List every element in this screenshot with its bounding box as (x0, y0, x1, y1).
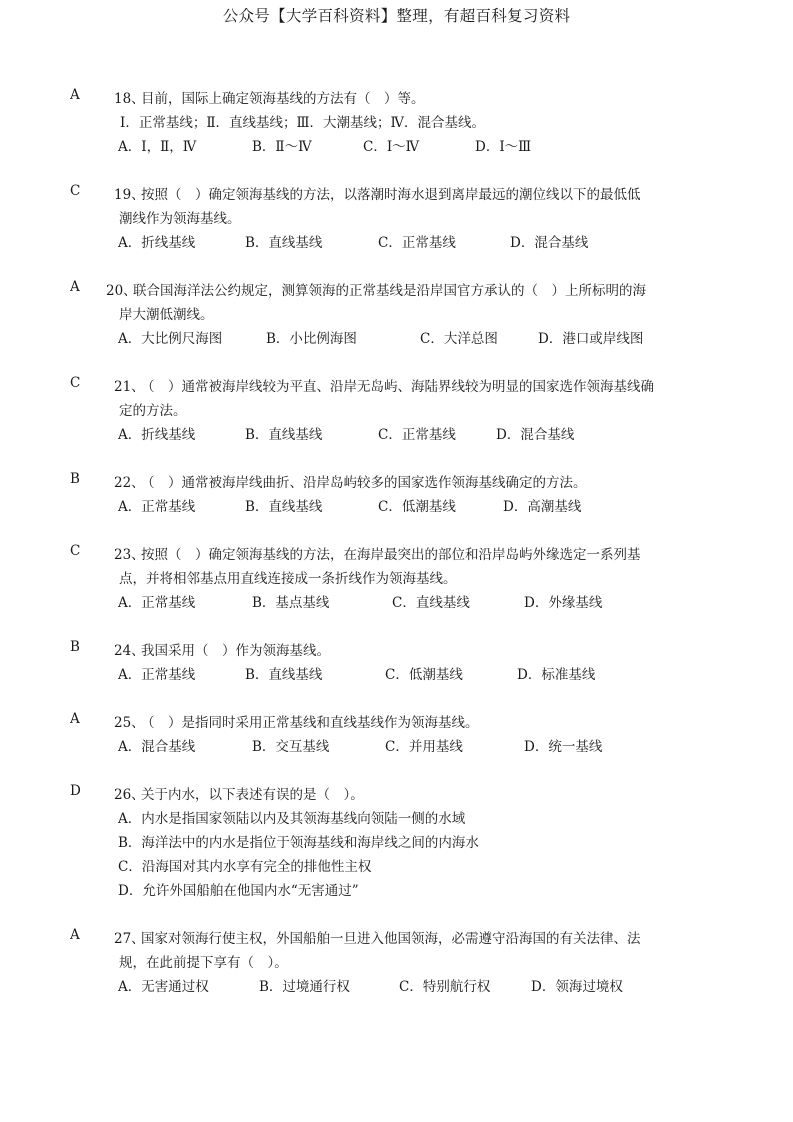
answer-key: A (70, 87, 80, 103)
stem-line: （ ）是指同时采用正常基线和直线基线作为领海基线。 (141, 715, 479, 731)
answer-key: B (70, 471, 80, 487)
option-c: C．并用基线 (385, 739, 463, 755)
option-a: A．折线基线 (118, 235, 196, 251)
option-d: D．统一基线 (524, 739, 603, 755)
stem-line: 目前，国际上确定领海基线的方法有（ ）等。 (141, 91, 425, 107)
question-number: 19、 (114, 187, 145, 203)
option-d: D．高潮基线 (503, 499, 582, 515)
answer-key: A (70, 927, 80, 943)
stem-line: 定的方法。 (119, 403, 187, 419)
option-d: D．领海过境权 (531, 979, 623, 995)
stem-line: 关于内水，以下表述有误的是（ ）。 (141, 787, 364, 803)
question-number: 26、 (114, 787, 145, 803)
option-c: C．直线基线 (392, 595, 470, 611)
option-b: B．过境通行权 (259, 979, 350, 995)
option-d: D．混合基线 (510, 235, 589, 251)
option-c: C．正常基线 (378, 427, 456, 443)
question-number: 23、 (114, 547, 145, 563)
option-a: A．无害通过权 (118, 979, 209, 995)
answer-key: C (70, 543, 81, 559)
question-note: Ⅰ．正常基线；Ⅱ．直线基线；Ⅲ．大潮基线；Ⅳ．混合基线。 (120, 115, 486, 131)
option-a: A．大比例尺海图 (118, 331, 223, 347)
stem-line: 按照（ ）确定领海基线的方法，在海岸最突出的部位和沿岸岛屿外缘选定一系列基 (141, 547, 641, 563)
option-c: C．特别航行权 (399, 979, 491, 995)
answer-key: B (70, 639, 80, 655)
stem-line: （ ）通常被海岸线曲折、沿岸岛屿较多的国家选作领海基线确定的方法。 (141, 475, 587, 491)
question-number: 18、 (114, 91, 145, 107)
answer-key: C (70, 183, 81, 199)
option-b: B．小比例海图 (266, 331, 357, 347)
option-a: A．内水是指国家领陆以内及其领海基线向领陆一侧的水域 (118, 811, 466, 827)
stem-line: （ ）通常被海岸线较为平直、沿岸无岛屿、海陆界线较为明显的国家选作领海基线确 (141, 379, 654, 395)
stem-line: 联合国海洋法公约规定，测算领海的正常基线是沿岸国官方承认的（ ）上所标明的海 (133, 283, 646, 299)
stem-line: 国家对领海行使主权，外国船舶一旦进入他国领海，必需遵守沿海国的有关法律、法 (141, 931, 641, 947)
question-number: 24、 (114, 643, 145, 659)
option-b: B．直线基线 (245, 235, 323, 251)
option-a: A．正常基线 (118, 499, 196, 515)
option-b: B．直线基线 (245, 427, 323, 443)
option-c: C．Ⅰ～Ⅳ (363, 139, 420, 155)
stem-line: 规，在此前提下享有（ ）。 (119, 955, 288, 971)
option-c: C．正常基线 (378, 235, 456, 251)
option-c: C．沿海国对其内水享有完全的排他性主权 (118, 859, 372, 875)
answer-key: C (70, 375, 81, 391)
option-b: B．基点基线 (252, 595, 330, 611)
answer-key: A (70, 711, 80, 727)
option-c: C．低潮基线 (385, 667, 463, 683)
option-b: B．海洋法中的内水是指位于领海基线和海岸线之间的内海水 (118, 835, 479, 851)
option-d: D．港口或岸线图 (538, 331, 644, 347)
option-d: D．Ⅰ～Ⅲ (475, 139, 532, 155)
answer-key: D (70, 783, 81, 799)
question-number: 25、 (114, 715, 145, 731)
option-b: B．Ⅱ～Ⅳ (252, 139, 312, 155)
option-a: A．Ⅰ，Ⅱ，Ⅳ (118, 139, 197, 155)
option-d: D．混合基线 (496, 427, 575, 443)
page-header: 公众号【大学百科资料】整理，有超百科复习资料 (222, 7, 571, 25)
stem-line: 按照（ ）确定领海基线的方法，以落潮时海水退到离岸最远的潮位线以下的最低低 (141, 187, 641, 203)
answer-key: A (70, 279, 80, 295)
question-number: 22、 (114, 475, 145, 491)
option-a: A．正常基线 (118, 667, 196, 683)
option-b: B．直线基线 (245, 667, 323, 683)
option-b: B．直线基线 (245, 499, 323, 515)
option-c: C．低潮基线 (378, 499, 456, 515)
option-a: A．正常基线 (118, 595, 196, 611)
stem-line: 我国采用（ ）作为领海基线。 (141, 643, 330, 659)
question-number: 21、 (114, 379, 145, 395)
option-a: A．混合基线 (118, 739, 196, 755)
option-d: D．外缘基线 (524, 595, 603, 611)
stem-line: 岸大潮低潮线。 (119, 307, 214, 323)
stem-line: 点，并将相邻基点用直线连接成一条折线作为领海基线。 (119, 571, 457, 587)
option-d: D．允许外国船舶在他国内水“无害通过” (118, 883, 359, 899)
question-number: 27、 (114, 931, 145, 947)
option-c: C．大洋总图 (420, 331, 498, 347)
stem-line: 潮线作为领海基线。 (119, 211, 241, 227)
option-a: A．折线基线 (118, 427, 196, 443)
question-number: 20、 (106, 283, 137, 299)
option-d: D．标准基线 (517, 667, 596, 683)
option-b: B．交互基线 (252, 739, 330, 755)
